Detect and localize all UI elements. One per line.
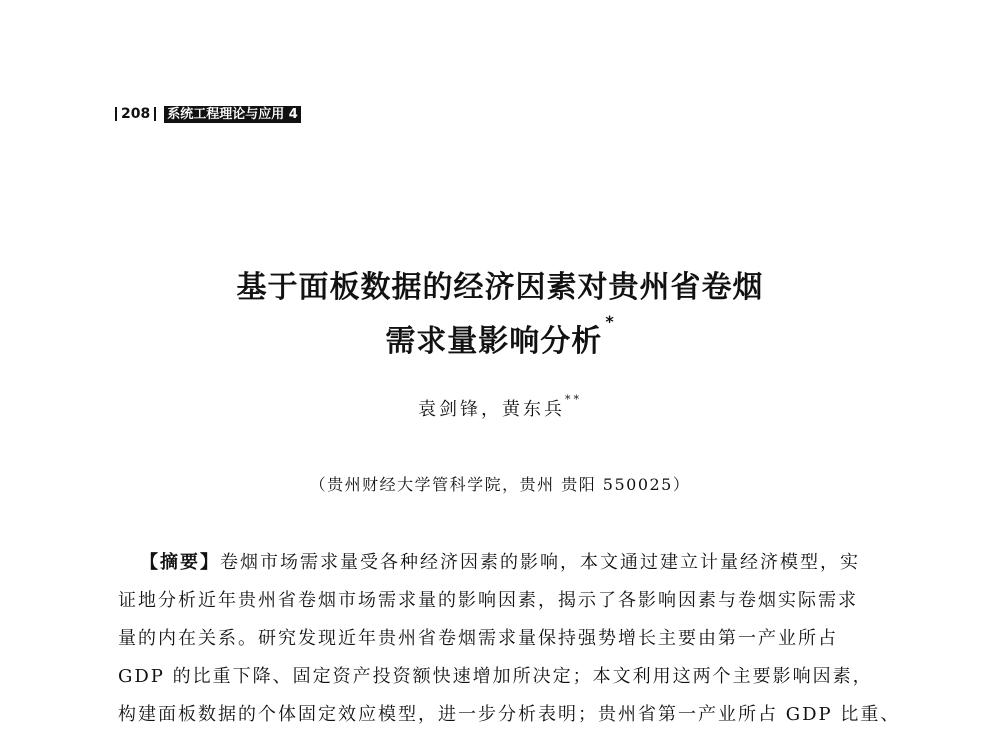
abstract-text-1: 卷烟市场需求量受各种经济因素的影响，本文通过建立计量经济模型，实 xyxy=(220,552,860,573)
abstract-label: 【摘要】 xyxy=(140,552,220,573)
page-number: 208 xyxy=(121,106,151,122)
header-divider-left xyxy=(115,107,117,121)
abstract-line-5: 构建面板数据的个体固定效应模型，进一步分析表明；贵州省第一产业所占 GDP 比重、 xyxy=(118,704,901,725)
paper-title-text-1: 基于面板数据的经济因素对贵州省卷烟 xyxy=(236,270,764,305)
title-footnote-mark: * xyxy=(605,312,615,331)
header-divider-right xyxy=(154,107,156,121)
affiliation: （贵州财经大学管科学院，贵州 贵阳 550025） xyxy=(309,475,691,494)
abstract xyxy=(118,544,901,734)
series-title: 系统工程理论与应用 4 xyxy=(164,106,301,123)
author-footnote-mark: ** xyxy=(565,393,582,406)
paper-title-line-2 xyxy=(0,312,1000,360)
abstract-line-2: 证地分析近年贵州省卷烟市场需求量的影响因素，揭示了各影响因素与卷烟实际需求 xyxy=(118,590,858,611)
abstract-line-3: 量的内在关系。研究发现近年贵州省卷烟需求量保持强势增长主要由第一产业所占 xyxy=(118,628,838,649)
abstract-line-1 xyxy=(118,544,888,582)
abstract-line-4: GDP 的比重下降、固定资产投资额快速增加所决定；本文利用这两个主要影响因素， xyxy=(118,666,873,687)
author-names: 袁剑锋，黄东兵 xyxy=(418,399,565,420)
paper-title-line-1 xyxy=(0,262,1000,306)
running-header xyxy=(111,104,301,124)
author-list xyxy=(0,395,1000,421)
paper-title-text-2: 需求量影响分析 xyxy=(385,324,603,359)
